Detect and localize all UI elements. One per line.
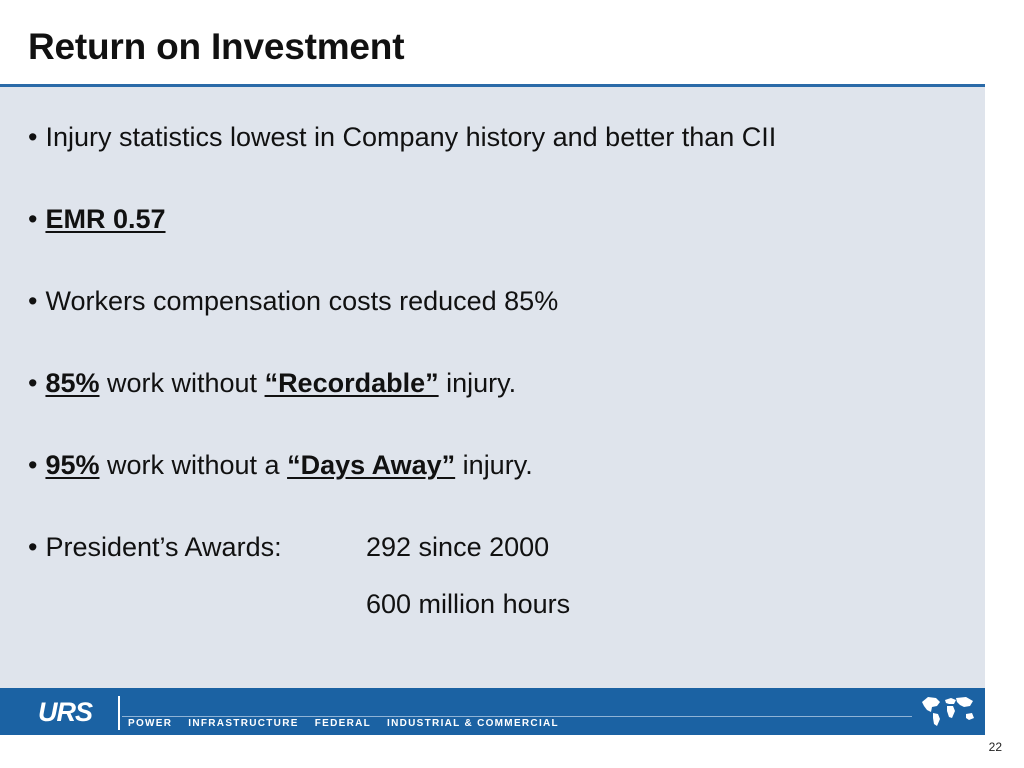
division-industrial-commercial: INDUSTRIAL & COMMERCIAL bbox=[387, 718, 559, 729]
footer-rule bbox=[122, 716, 912, 717]
awards-value-hours: 600 million hours bbox=[366, 589, 571, 619]
bullet-marker: • bbox=[28, 450, 38, 480]
division-federal: FEDERAL bbox=[314, 718, 372, 729]
bullet-text: work without a bbox=[99, 450, 288, 480]
bullet-text-end: injury. bbox=[455, 450, 533, 480]
slide-title: Return on Investment bbox=[28, 26, 405, 67]
bullet-quote: “Recordable” bbox=[264, 368, 439, 398]
division-power: POWER bbox=[128, 718, 173, 729]
bullet-text-end: injury. bbox=[438, 368, 517, 398]
bullet-injury-statistics bbox=[28, 122, 776, 153]
bullet-presidents-awards bbox=[28, 532, 282, 563]
awards-label: President’s Awards: bbox=[45, 532, 282, 562]
bullet-quote: “Days Away” bbox=[287, 450, 456, 480]
footer-bar bbox=[0, 688, 985, 735]
bullet-workers-comp bbox=[28, 286, 558, 317]
company-logo: URS bbox=[38, 697, 93, 727]
bullet-text: Workers compensation costs reduced 85% bbox=[45, 286, 559, 316]
page-number: 22 bbox=[988, 740, 1002, 754]
world-map-icon bbox=[918, 692, 978, 730]
logo-divider bbox=[118, 696, 120, 730]
division-list bbox=[128, 718, 575, 729]
bullet-marker: • bbox=[28, 286, 38, 316]
bullet-text: Injury statistics lowest in Company history and better than CII bbox=[45, 122, 777, 152]
bullet-highlight: 95% bbox=[45, 450, 100, 480]
division-infrastructure: INFRASTRUCTURE bbox=[188, 718, 299, 729]
bullet-highlight: 85% bbox=[45, 368, 100, 398]
bullet-recordable bbox=[28, 368, 516, 399]
bullet-marker: • bbox=[28, 368, 38, 398]
bullet-marker: • bbox=[28, 532, 38, 562]
bullet-text: work without bbox=[99, 368, 265, 398]
bullet-emr bbox=[28, 204, 166, 235]
awards-value-count: 292 since 2000 bbox=[366, 532, 550, 562]
bullet-marker: • bbox=[28, 122, 38, 152]
bullet-days-away bbox=[28, 450, 533, 481]
bullet-marker: • bbox=[28, 204, 38, 234]
bullet-text: EMR 0.57 bbox=[45, 204, 166, 234]
